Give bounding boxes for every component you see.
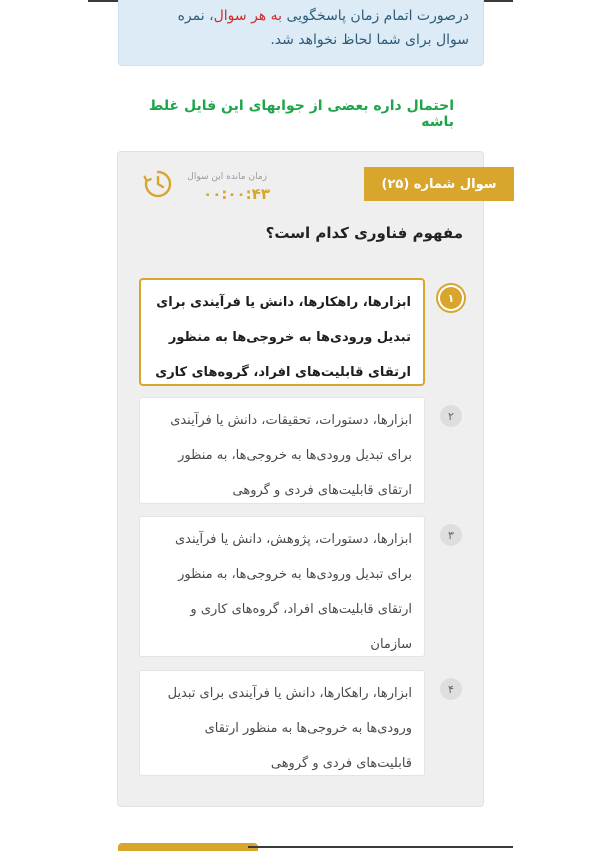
notice-text-a: درصورت اتمام زمان پاسخگویی (286, 8, 469, 24)
option-number-badge-1[interactable]: ۱ (440, 287, 462, 309)
answer-option-4[interactable] (139, 670, 425, 776)
answer-option-1[interactable] (139, 278, 425, 386)
question-text: مفهوم فناوری کدام است؟ (265, 224, 463, 242)
question-number-label: سوال شماره (۲۵) (364, 167, 514, 201)
answer-option-2-text: ابزارها، دستورات، تحقیقات، دانش یا فرآیندی برای تبدیل ورودی‌ها به خروجی‌ها، به منظور ارتقای قابلیت‌های فردی و گروهی (170, 413, 412, 498)
stopwatch-icon (142, 168, 174, 200)
option-number-badge-2[interactable]: ۲ (440, 405, 462, 427)
time-notice-box (118, 0, 484, 66)
answer-option-1-text: ابزارها، راهکارها، دانش یا فرآیندی برای تبدیل ورودی‌ها به خروجی‌ها به منظور ارتقای قابلیت‌های افراد، گروه‌های کاری (155, 295, 411, 380)
next-button-edge[interactable] (118, 843, 258, 851)
answer-option-4-text: ابزارها، راهکارها، دانش یا فرآیندی برای تبدیل ورودی‌ها به خروجی‌ها به منظور ارتقای قابلیت‌های فردی و گروهی (167, 686, 412, 771)
warning-hint: احتمال داره بعضی از جوابهای این فایل غلط باشه (148, 98, 454, 130)
notice-text-b: ، نمره (177, 8, 214, 24)
answer-option-3[interactable] (139, 516, 425, 657)
notice-line-1 (133, 4, 469, 28)
option-number-badge-4[interactable]: ۴ (440, 678, 462, 700)
question-timer (140, 166, 280, 206)
notice-line-2: سوال برای شما لحاظ نخواهد شد. (270, 32, 469, 48)
timer-value: ۰۰:۰۰:۴۳ (203, 185, 270, 203)
option-number-badge-3[interactable]: ۳ (440, 524, 462, 546)
notice-text-red: به هر سوال (213, 8, 283, 24)
timer-label: زمان مانده این سوال (187, 172, 267, 182)
answer-option-2[interactable] (139, 397, 425, 504)
bottom-divider (248, 846, 513, 848)
answer-option-3-text: ابزارها، دستورات، پژوهش، دانش یا فرآیندی برای تبدیل ورودی‌ها به خروجی‌ها، به منظور ارتقای قابلیت‌های افراد، گروه‌های کاری و سازمان (174, 532, 412, 652)
